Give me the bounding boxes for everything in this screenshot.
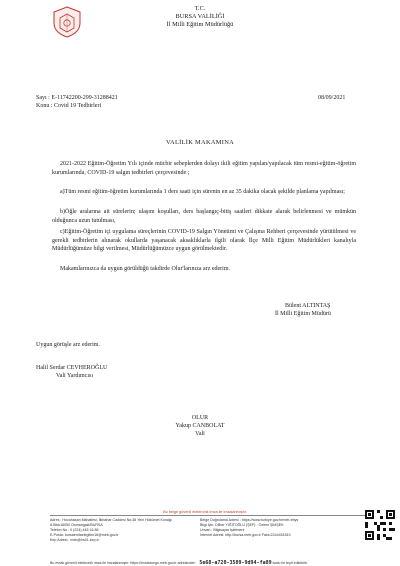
footer-verification-text: Bu evrak güvenli elektronik imza ile imzalanmıştır. https://evraksorgu.meb.gov.tr adresinden [50, 561, 196, 565]
signer-1-title: İl Milli Eğitim Müdürü [275, 311, 331, 317]
approval-note: Uygun görüşle arz ederim. [36, 342, 100, 348]
body-paragraph-2: a)Tüm resmi eğitim-öğretim kurumlarında 1 ders saati için sürenin en az 35 dakika olacak şekilde planlama yapılması; [60, 189, 345, 195]
footer-contact-person: Bilgi için: Dilber YİĞİTOĞLU (ŞEF) - Özlem ŞİMŞEK [200, 523, 284, 527]
body-paragraph-3: b)Öğle aralarına ait sürelerin; ulaşım koşulları, ders başlangıç-bitiş saatleri dikkate alarak belirlenmesi ve mümkün olduğunca uzun tutulması, [52, 209, 356, 224]
header-line-tc: T.C. [194, 5, 206, 12]
document-subject: Konu : Covid 19 Tedbirleri [36, 103, 102, 109]
footer-verification-suffix: kodu ile teyit edilebilir. [272, 561, 308, 565]
signer-2-name: Halil Serdar CEVHEROĞLU [36, 365, 108, 371]
footer-kep-address: Kep Adresi : meb@hs01.kep.tr [50, 538, 99, 542]
footer-verification-code: 5e68-a720-3509-9d94-fa89 [199, 560, 272, 566]
footer-signature-warning: Bu belge güvenli elektronik imza ile imzalanmıştır. [163, 510, 247, 514]
footer-address-city: A Blok16050 Osmangazi/BURSA [50, 523, 103, 527]
footer-contact-title: Unvan : Bilgisayar İşletmeni [200, 528, 245, 532]
document-number: Sayı : E-11742200-299-31288421 [36, 95, 118, 101]
footer-divider [50, 515, 380, 516]
body-paragraph-1: 2021-2022 Eğitim-Öğretim Yılı içinde mücbir sebeplerden dolayı ikili eğitim yapılan/yapılacak tüm resmi-eğitim-öğretim kurumlarında, COVID-19 salgın tedbirleri çerçevesinde ; [52, 161, 356, 176]
footer-address: Adres : Hocahasan Mahallesi, İlkbahar Caddesi No:38 Yeni Hükümet Konağı [50, 518, 172, 522]
header-line-directorate: İl Milli Eğitim Müdürlüğü [166, 21, 234, 28]
footer-web-fax: İnternet Adresi: http://bursa.meb.gov.tr Faks:2244451810 [200, 533, 291, 537]
document-date: 08/09/2021 [318, 95, 346, 101]
body-paragraph-5: Makamlarınızca da uygun görüldüğü takdirde Olur'larınıza arz ederim. [60, 266, 231, 272]
footer-email: E-Posta: bursaemtaelegitim16@meb.gov.tr [50, 533, 119, 537]
document-title: VALİLİK MAKAMINA [165, 139, 235, 146]
qr-code-icon [365, 510, 395, 540]
header-line-governorship: BURSA VALİLİĞİ [175, 13, 225, 20]
footer-verification-address: Belge Doğrulama Adresi : https://www.turkiye.gov.tr/meb-ebys [200, 518, 299, 522]
body-paragraph-4: c)Eğitim-Öğretim içi uygulama süreçlerinin COVID-19 Salgın Yönetimi ve Çalışma Rehberi çerçevesinde yürütülmesi ve gerekli tedbirlerin alınarak okullarda yaşanacak aksaklıklarla ilgili olarak İlçe Milli Eğitim Müdürlükleri kanalıyla Müdürlüğümüze bilgi verilmesi, Müdürlüğümüzce uygun görülmektedir. [52, 229, 356, 253]
footer-phone: Telefon No : 0 (224) 445 16 86 [50, 528, 99, 532]
approval-olur-label: OLUR [191, 415, 209, 421]
footer-verification-line [50, 561, 380, 566]
signer-2-title: Vali Yardımcısı [56, 373, 94, 379]
signer-1-name: Bülent ALTINTAŞ [285, 303, 331, 309]
governor-name: Yakup CANBOLAT [175, 423, 225, 429]
governor-title: Vali [195, 431, 205, 437]
